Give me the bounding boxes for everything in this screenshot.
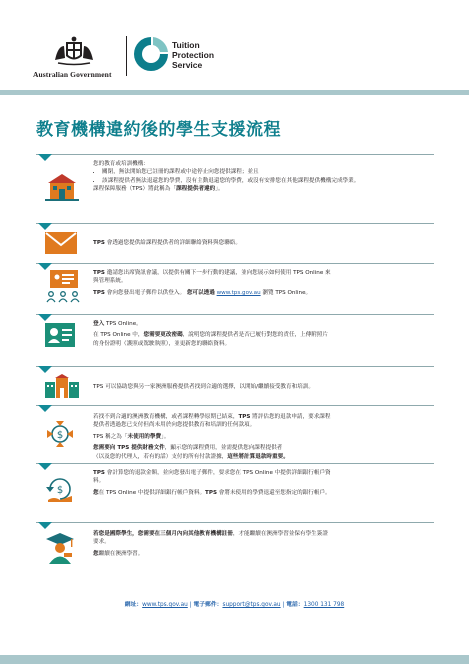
text-bold: 您需要更改密碼 — [143, 332, 183, 339]
text: ，說明您的課程提供者是否已履行對您的責任，上傳附照片 — [182, 332, 329, 339]
online-meeting-people-icon — [44, 268, 82, 304]
step-arrow-icon — [38, 314, 52, 321]
step-arrow-icon — [38, 154, 52, 161]
graduate-icon — [44, 531, 76, 565]
step-divider — [36, 405, 434, 406]
step-divider — [36, 366, 434, 367]
step-4-text — [93, 320, 436, 348]
footer-bar — [0, 655, 469, 664]
text-bold: 課程提供者違約 — [176, 186, 216, 193]
page-header — [0, 0, 469, 88]
separator: | — [187, 602, 194, 608]
step-paragraph — [93, 433, 436, 441]
text: 的身份證明（護照或駕駛執照），並更新您的聯絡資料。 — [93, 340, 231, 347]
text: 課程保障服務（TPS）將此稱為「 — [93, 186, 177, 193]
government-name: Australian Government — [33, 70, 112, 79]
text: 與管理系統。 — [93, 278, 127, 285]
tps-name — [172, 40, 214, 70]
step-arrow-icon — [38, 405, 52, 412]
web-label: 網址： — [124, 602, 143, 608]
text: TPS 稱之為「 — [93, 433, 128, 440]
tps-name-line: Tuition — [172, 40, 200, 50]
text: 提供者透過您已支付但尚未用於向您提供教育和培訓的任何款項。 — [93, 422, 256, 429]
text-bold: 未使用的學費 — [127, 433, 162, 440]
text-bold: 登入 — [93, 321, 105, 327]
text: 邀請您出席資訊會議，以提供有關下一步行動的建議，並向您展示如何使用 TPS Online 來 — [104, 270, 331, 276]
tps-logo-icon — [132, 34, 170, 76]
step-3-text — [93, 269, 436, 297]
step-paragraph — [93, 331, 436, 348]
email-envelope-icon — [44, 231, 78, 255]
text-bold: 您需要向 TPS 提供財務文件 — [93, 445, 165, 452]
step-divider — [36, 223, 434, 224]
text-bold: 若您是國際學生，您需要在三個月內向其他教育機構註冊 — [93, 531, 233, 537]
coat-of-arms-icon — [52, 36, 96, 66]
step-paragraph — [93, 550, 436, 558]
step-5-text — [93, 383, 436, 391]
refund-cycle-icon — [44, 418, 76, 450]
step-intro: 您的教育或培訓機構： — [93, 161, 149, 167]
header-divider — [126, 36, 127, 76]
text-bold: 這些將計算退款時重要。 — [227, 453, 289, 460]
step-divider — [36, 263, 434, 264]
footer-contact — [0, 599, 469, 608]
step-line: TPS 可以協助您與另一家澳洲服務提供者找到合適的選擇，以開始/繼續接受教育和培訓。 — [93, 384, 314, 390]
phone-label: 電話： — [286, 602, 304, 608]
step-divider — [36, 463, 434, 464]
text: 若找不到合適的澳洲教育機構，或者課程轉學原期已結束， — [93, 414, 239, 420]
step-paragraph — [93, 530, 436, 547]
step-arrow-icon — [38, 522, 52, 529]
text: 會計算您的退款金額，並向您發出電子郵件，要求您在 TPS Online 中提供詳細銀行帳戶資 — [104, 470, 331, 476]
svg-text:$: $ — [56, 430, 64, 441]
step-divider — [36, 522, 434, 523]
step-1-text — [93, 160, 436, 194]
tps-name-line: Protection — [172, 50, 215, 60]
text: 會向您發出電子郵件以供登入。 — [104, 289, 186, 296]
text-bold: TPS — [93, 470, 105, 476]
tps-website-link[interactable]: www.tps.gov.au — [216, 289, 261, 296]
bullet-item: • 關閉，無法開始您已註冊的課程或中途停止向您提供課程；並且 — [102, 168, 436, 176]
step-2-text — [93, 239, 436, 247]
step-6-text — [93, 413, 436, 461]
step-paragraph — [93, 269, 436, 286]
step-paragraph — [93, 469, 436, 486]
text: 瀏覽 TPS Online。 — [260, 289, 312, 296]
step-arrow-icon — [38, 223, 52, 230]
school-buildings-icon — [44, 374, 80, 400]
text-bold: 您 — [93, 550, 99, 557]
text: 」。 — [161, 433, 170, 440]
text-bold: 您 — [93, 489, 99, 496]
tps-name-line: Service — [172, 60, 203, 70]
text: 會透過您提供給課程提供者的詳細聯絡資料與您聯絡。 — [104, 240, 241, 246]
website-link[interactable]: www.tps.gov.au — [142, 602, 188, 608]
text-bold: TPS — [93, 289, 105, 296]
step-paragraph — [93, 489, 436, 497]
text-bold: TPS — [238, 414, 251, 420]
id-card-icon — [44, 322, 76, 348]
text: 繼續在澳洲學習。 — [98, 550, 144, 557]
text-bold: TPS — [93, 270, 105, 276]
step-paragraph — [93, 444, 436, 461]
step-paragraph — [93, 289, 436, 297]
step-note — [93, 185, 436, 193]
text: ，顯示您的課程費用，並需提供您向課程提供者 — [164, 445, 283, 452]
step-bullets — [93, 168, 436, 185]
text: ，才能繼續在澳洲學習並保有學生簽證 — [232, 531, 328, 537]
email-link[interactable]: support@tps.gov.au — [222, 602, 281, 608]
text-bold: TPS — [93, 240, 105, 246]
step-8-text — [93, 530, 436, 558]
step-divider — [36, 314, 434, 315]
step-arrow-icon — [38, 463, 52, 470]
text: 要求。 — [93, 539, 110, 546]
school-building-icon — [44, 172, 80, 202]
step-paragraph — [93, 320, 436, 328]
refund-dollar-icon — [44, 474, 76, 504]
separator: | — [280, 602, 287, 608]
text: TPS Online。 — [104, 321, 142, 327]
text: （以及您的代理人，若有的話）支付的所有付款證據， — [93, 453, 228, 460]
step-paragraph — [93, 413, 436, 430]
bullet-item: • 該課程提供者無法退還您的學費，沒有主動退還您的學費，或沒有安排您在其他課程提供機構完成學業。 — [102, 177, 436, 185]
step-7-text — [93, 469, 436, 497]
step-line — [93, 239, 436, 247]
svg-text:$: $ — [56, 485, 64, 496]
step-divider — [36, 154, 434, 155]
text: 」。 — [215, 186, 224, 193]
header-bar — [0, 90, 469, 95]
step-arrow-icon — [38, 366, 52, 373]
text-bold: TPS — [205, 489, 217, 496]
text-bold: 您可以透過 — [186, 289, 215, 296]
text: 會將未使用的學費退還至您指定的銀行帳戶。 — [217, 489, 331, 496]
phone-link[interactable]: 1300 131 798 — [303, 602, 345, 608]
text: 料。 — [93, 478, 105, 485]
text: 將評估您的退款申請，要求課程 — [250, 414, 331, 420]
text: 在 TPS Online 中， — [93, 332, 144, 339]
text: 在 TPS Online 中提供詳細銀行帳戶資料。 — [98, 489, 206, 496]
page-title: 教育機構違約後的學生支援流程 — [36, 120, 281, 140]
email-label: 電子郵件： — [193, 602, 223, 608]
